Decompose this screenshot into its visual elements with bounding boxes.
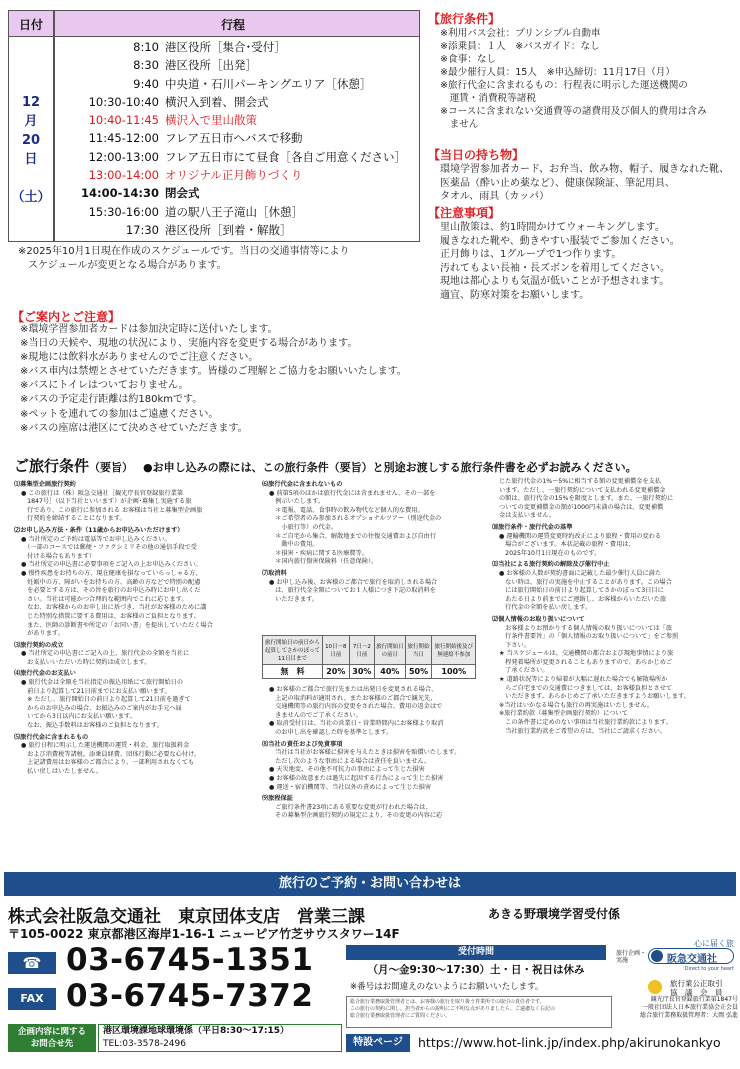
schedule-time: 9:40 <box>133 76 159 91</box>
fine-item: ＊電報、電話、食事時の飲み物代など個人的な費用。 <box>269 506 424 514</box>
fine-item: 下さい。 <box>499 641 530 649</box>
schedule-rows <box>55 38 419 239</box>
belongings-item: タオル、雨具（カッパ） <box>440 191 550 203</box>
manager-note-line: 総合旅行業務取扱管理者とは、お客様の旅行を取り扱う営業所での取引の責任者です。 <box>350 999 545 1005</box>
schedule-time: 8:30 <box>133 58 159 73</box>
fine-item: ● 旅行代金は全額を当社指定の振込用紙にて旅行開始日の <box>21 679 184 687</box>
fine-section-title: ⑿個人情報のお取り扱いについて <box>492 615 585 623</box>
cancel-fee: 20% <box>323 664 350 678</box>
schedule-note-line: スケジュールが変更となる場合があります。 <box>18 260 227 271</box>
schedule-desc: オリジナル正月飾りづくり <box>165 168 303 183</box>
schedule-time: 12:00-13:00 <box>88 149 159 164</box>
guidance-item: ※バスの座席は港区にて決めさせていただきます。 <box>20 422 248 434</box>
special-page-label: 特設ページ <box>346 1034 410 1052</box>
fine-item: ★ 当スケジュールは、交通機関の都合および現地事情により旅 <box>499 650 674 658</box>
schedule-note-line: ※2025年10月1日現在作成のスケジュールです。当日の交通事情等により <box>18 246 350 257</box>
company-name: 株式会社阪急交通社 東京団体支店 営業三課 <box>8 907 365 927</box>
fine-item: じた旅行代金の1%～5%に相当する額の変更補償金を支払 <box>499 478 661 485</box>
assoc-line: 旅行業公正取引 <box>670 979 723 988</box>
schedule-table <box>8 10 420 242</box>
fine-item: ただし次のような事由による場合は責任を負いません。 <box>269 757 431 765</box>
cautions-heading: 【注意事項】 <box>428 206 501 220</box>
fine-item: 付ける場合もあります） <box>21 552 96 560</box>
fine-item: ● お客様の人数が契約書面に記載した最少催行人員に満た <box>499 569 662 577</box>
fine-print-col2-bottom <box>262 686 484 821</box>
fine-item: ※旅行業約款（募集型企画旅行契約）について <box>499 710 628 718</box>
fine-item: いただきます。 <box>269 595 319 603</box>
manager-note <box>346 996 612 1028</box>
fine-section-title: ⑽旅行条件・旅行代金の基準 <box>492 523 573 531</box>
fine-item: ● 運輸機関の運賃変更時約改正により旅程・費用の変わる <box>499 532 662 540</box>
schedule-row <box>55 56 419 74</box>
fine-item: ● 慢性疾患をお持ちの方、現在健康を損なっていらっしゃる方、 <box>21 569 202 577</box>
fine-item: お支払いいただいた時に契約は成立します。 <box>21 658 151 666</box>
fine-item: ご旅行条件書23項にある重要な変更が行われた場合は、 <box>269 803 432 811</box>
fine-section-title: ⑸旅行代金に含まれるもの <box>14 733 89 741</box>
guidance-item: ※環境学習参加者カードは参加決定時に送付いたします。 <box>20 324 278 335</box>
conditions-notice: ●お申し込みの際には、この旅行条件（要旨）と別途お渡しする旅行条件書を必ずお読みください。 <box>143 461 637 474</box>
inquiry-label <box>8 1024 96 1052</box>
hankyu-logo <box>648 948 734 964</box>
schedule-row <box>55 75 419 93</box>
fine-item: 程発着場所が変更されることもありますので、あらかじめご <box>499 658 673 666</box>
fax-number: 03-6745-7372 <box>66 978 314 1014</box>
fine-item: なお、お客様からのお申し出に基づき、当社がお客様のために講 <box>21 604 207 612</box>
schedule-time: 10:40-11:45 <box>88 113 159 128</box>
logo-mark-icon <box>651 950 663 962</box>
fine-item: ● お客様の故意または過失に起因する行為によって生じた損害 <box>269 774 444 782</box>
fine-item: この条件書に定めのない事項は当社旅行業約款によります。 <box>499 719 672 727</box>
inquiry-label-line: 企画内容に関する <box>17 1027 86 1037</box>
schedule-desc: 港区役所［集合･受付］ <box>165 40 286 54</box>
fine-section-title: ⑹旅行代金に含まれないもの <box>262 481 343 488</box>
fine-item: 場合がございます。本状記載の旅程・費用は、 <box>499 541 635 549</box>
fine-item: を必要とする方は、その旨を旅行のお申込み時にお申し出くだ <box>21 587 201 595</box>
logo-sub: Direct to your heart <box>684 966 734 972</box>
belongings-item: 環境学習参加者カード、お弁当、飲み物、帽子、履きなれた靴、 <box>440 164 730 175</box>
cancel-fee: 40% <box>375 664 406 678</box>
cancel-fee: 無 料 <box>263 664 323 678</box>
fine-item: らご自宅までの交通費につきましては、お客様負担とさせて <box>499 684 673 692</box>
fine-item: ★ 道路状況等により帰着が大幅に遅れた場合でも解散場所か <box>499 676 668 684</box>
guidance-item: ※ペットを連れての参加はご遠慮ください。 <box>20 408 219 420</box>
fine-item: その募集型企画旅行契約の規定により、その変更の内容に応 <box>269 812 443 820</box>
fine-item: （一部のコースでは郵便・ファクシミリその他の通信手段で受 <box>21 544 197 552</box>
fine-item: さい。当社は可能かつ合理的な範囲内でこれに応じます。 <box>21 595 188 603</box>
travel-condition-item: 運賃・消費税等諸税 <box>440 93 536 104</box>
schedule-desc: フレア五日市へバスで移動 <box>165 131 303 146</box>
cancellation-table-values <box>263 664 476 678</box>
fine-section-title: ⑷旅行代金のお支払い <box>14 670 76 678</box>
assoc-line: 協 議 会 員 <box>670 988 723 997</box>
fine-item: 行代金の全額を払い戻します。 <box>499 604 592 612</box>
guidance-item: ※バスの予定走行距離は約180kmです。 <box>20 394 203 406</box>
logo-planner: 旅行企画・実施 <box>616 950 647 964</box>
fine-item: ＊損害・疾病に関する医療費等。 <box>269 549 368 557</box>
fine-item: ついての変更補償金の額が1000円未満の場合は、変更補償 <box>499 503 664 511</box>
fine-item: 例示いたします。 <box>269 498 325 506</box>
registration-info <box>616 996 738 1020</box>
fine-section-title: ⑺取消料 <box>262 569 287 577</box>
travel-condition-item: ※旅行代金に含まれるもの：行程表に明示した運送機関の <box>440 80 688 91</box>
schedule-time: 17:30 <box>125 222 159 237</box>
registration-line: 一般社団法人日本旅行業協会正会員 <box>641 1004 738 1011</box>
fine-section-title: ⑼旅程保証 <box>262 795 293 803</box>
travel-conditions-list <box>428 27 738 131</box>
manager-note-line: 総合旅行業務取扱管理者にご質問ください。 <box>350 1013 451 1020</box>
fine-item: の額は、旅行代金の15%を限度とします。また、一旅行契約に <box>499 495 674 503</box>
fine-item: ● 当社所定の申込書に必要事項をご記入の上お申込みください。 <box>21 561 202 569</box>
fine-item: ● 取消受付日は、当社の営業日・営業時間内にお客様より取消 <box>269 720 444 728</box>
fine-item: ない時は、旅行の実施を中止することがあります。この場合 <box>499 578 672 586</box>
fine-section-title: ⑵お申し込み方法・条件（11歳からお申込みいただけます） <box>14 526 184 534</box>
fine-item: また、医師の診断書や所定の「お同い書」を提出していただく場合 <box>21 621 213 629</box>
cancel-fee: 30% <box>349 664 374 678</box>
fine-item: 金は支払いません。 <box>499 512 556 520</box>
fine-item: 前日より起算して21日前までにお支払い願います。 <box>21 687 171 695</box>
fine-item: ● 旅行日程に明示した運送機関の運賃・料金、旅行取扱料金 <box>21 742 190 750</box>
caution-item: 汚れてもよい長袖・長ズボンを着用してください。 <box>440 262 670 274</box>
guidance-list <box>20 323 407 436</box>
schedule-row <box>55 203 419 221</box>
fine-item: ● この旅行は（株）阪急交通社［観光庁長官登録旅行業第 <box>21 489 184 497</box>
date-part: 日 <box>24 152 38 167</box>
fine-item: 行条件書要旨」の「個人情報のお取り扱いについて」をご参照 <box>499 633 679 641</box>
fine-item: ● 運送・宿泊機関等、当社以外の責めによって生じた損害 <box>269 783 432 791</box>
schedule-time: 8:10 <box>133 40 159 54</box>
fine-section-title: ⑴募集型企画旅行契約 <box>14 481 76 488</box>
fine-item: 当社は当社がお客様に損害を与えたときは損害を賠償いたします。 <box>269 749 461 757</box>
assoc-text <box>670 979 723 997</box>
inquiry-contact <box>98 1024 342 1052</box>
date-part: 12 <box>21 95 41 110</box>
fine-item: なお、振込手数料はお客様のご負担となります。 <box>21 722 163 730</box>
schedule-row <box>55 184 419 202</box>
schedule-note <box>18 245 350 273</box>
fine-item: 上記の取消料が適用され、またお客様のご都合で観光先、 <box>269 694 437 702</box>
travel-conditions <box>428 10 738 131</box>
fine-item: 上記諸費用はお客様のご都合により、一部利用されなくても <box>21 759 195 767</box>
guidance-heading: 【ご案内とご注意】 <box>12 310 121 324</box>
fine-item: からのお申込みの場合、お振込みのご案内がお手元へ届 <box>21 704 182 712</box>
fine-item: 行であり、この旅行に参加される お客様は当社と募集型企画旅 <box>21 506 203 514</box>
fine-item: きませんのでご了承ください。 <box>269 711 362 719</box>
hours-heading: 受付時間 <box>346 945 606 960</box>
schedule-desc: 港区役所［出発］ <box>165 58 257 73</box>
fax-label: FAX <box>8 988 56 1010</box>
manager-note-line: この旅行の契約に関し、担当者からの説明にご不明な点がありましたら、ご遠慮なく右記の <box>350 1006 556 1013</box>
travel-condition-item: ません <box>440 119 479 130</box>
schedule-desc: 港区役所［到着・解散］ <box>165 222 292 237</box>
company-logo-area <box>616 938 738 1018</box>
cancel-period: 旅行開始日の前日 <box>375 636 406 665</box>
inquiry-label-line: お問合せ先 <box>30 1039 74 1049</box>
fine-item: あたる日より前までにご連絡し、お客様からいただいた旅 <box>499 595 667 603</box>
date-part: 20 <box>21 133 41 148</box>
schedule-row <box>55 38 419 56</box>
fine-item: は、旅行代金全額についてお１人様につき下記の取消料を <box>269 587 436 595</box>
schedule-row <box>55 93 419 111</box>
date-part: 月 <box>24 114 38 129</box>
fine-item: ● 当社所定のご予約は電話等でお申し込みください。 <box>21 535 171 543</box>
inquiry-tel[interactable]: TEL:03-3578-2496 <box>103 1038 186 1049</box>
travel-condition-item: ※添乗員：１人 ※バスガイド：なし <box>440 41 600 52</box>
date-part: （土） <box>11 190 51 205</box>
fine-item: ※当社はいかなる場合も旅行の再実施はいたしません。 <box>499 701 654 709</box>
schedule-row <box>55 111 419 129</box>
travel-condition-item: ※食事：なし <box>440 54 497 65</box>
cancel-period: 旅行開始当日 <box>405 636 432 665</box>
guidance-item: ※バスにトイレはついておりません。 <box>20 380 189 392</box>
schedule-row <box>55 166 419 184</box>
col-itinerary-header: 行程 <box>221 18 246 32</box>
cautions <box>428 204 738 303</box>
schedule-header <box>9 11 419 37</box>
belongings-heading: 【当日の持ち物】 <box>428 148 525 162</box>
caution-item: 適宜、防寒対策をお願いします。 <box>440 289 590 301</box>
caution-item: 正月飾りは、1グループで1つ作ります。 <box>440 249 622 261</box>
company-address: 〒105-0022 東京都港区海岸1-16-1 ニューピア竹芝サウスタワー14F <box>8 927 400 941</box>
fine-item: ＊国内旅行傷害保険料（任意保険）。 <box>269 558 378 566</box>
fine-section-title: ⑻当社の責任および免責事項 <box>262 740 343 748</box>
fine-print-col2-top <box>262 478 482 604</box>
fine-item: ● お客様のご都合で旅行先または出発日を変更される場合、 <box>269 686 438 693</box>
caution-item: 現地は都心よりも気温が低いことが予想されます。 <box>440 276 670 288</box>
fine-item: いてから3日以内にお支払い願います。 <box>21 713 136 721</box>
schedule-row <box>55 129 419 147</box>
schedule-time: 10:30-10:40 <box>88 94 159 109</box>
travel-condition-item: ※利用バス会社：プリンシプル自動車 <box>440 28 601 39</box>
schedule-desc: 横沢入で里山散策 <box>165 113 257 128</box>
fine-item: ● 前第5項のほかは旅行代金には含まれません。その一部を <box>269 489 436 497</box>
phone-number[interactable]: 03-6745-1351 <box>66 942 314 978</box>
fine-item: 払い戻しはいたしません。 <box>21 768 102 775</box>
cancel-fee: 100% <box>432 664 476 678</box>
fine-item: ● 当社所定の申込書にご記入の上、旅行代金の全額を当社に <box>21 650 190 658</box>
fine-item: があります。 <box>21 630 64 638</box>
fine-item: ＊ご自宅から集合、解散地までの往復交通費および自由行 <box>269 532 437 540</box>
cancel-period: 旅行開始日の前日から起算してさかのぼって11日目まで <box>263 636 323 665</box>
belongings <box>428 146 738 204</box>
fine-item: 小旅行等）の代金。 <box>269 523 338 531</box>
special-page-url[interactable]: https://www.hot-link.jp/index.php/akirunokankyo <box>418 1035 721 1050</box>
cancel-period: 旅行開始後及び無連絡不参加 <box>432 636 476 665</box>
phone-icon: ☎ <box>8 952 56 974</box>
fine-item: ● 天災地変、その他不可抗力の事由によって生じた損害 <box>269 766 425 774</box>
fine-print-col3 <box>492 478 736 736</box>
travel-condition-item: ※コースに含まれない交通費等の諸費用及び個人的費用は含み <box>440 106 707 117</box>
schedule-time: 14:00-14:30 <box>81 186 159 201</box>
schedule-row <box>55 148 419 166</box>
fine-item: お客様よりお預かりする個人情報の取り扱いについては「旅 <box>499 624 673 632</box>
cancel-period: 10日〜8日前 <box>323 636 350 665</box>
fine-item: 2025年10月1日現在のものです。 <box>499 549 601 557</box>
fine-item: のお申し出を確認した時を基準とします。 <box>269 728 393 736</box>
fine-item: 交通機関等の旅行内容の変更をされた場合、費用の返金はで <box>269 703 443 711</box>
fine-item: 妊娠中の方、障がいをお持ちの方、高齢の方などで特別の配慮 <box>21 578 201 586</box>
fine-item: 当社旅行業約款をご希望の方は、当社にご請求ください。 <box>499 727 667 735</box>
fine-item: および消費税等諸税。添乗員経費、団体行動に必要な心付け。 <box>21 750 201 758</box>
cancellation-table-header <box>263 636 476 665</box>
schedule-time: 15:30-16:00 <box>88 204 159 219</box>
schedule-desc: フレア五日市にて昼食［各自ご用意ください］ <box>165 149 407 164</box>
schedule-row <box>55 221 419 239</box>
travel-conditions-heading: 【旅行条件】 <box>428 12 501 26</box>
belongings-item: 医薬品（酔い止め薬など）、健康保険証、筆記用具、 <box>440 177 675 189</box>
fine-section-title: ⑶旅行契約の成立 <box>14 641 64 649</box>
travel-condition-item: ※最少催行人員：15人 ※申込締切：11月17日（月） <box>440 67 675 78</box>
fine-print-col1 <box>14 478 252 777</box>
logo-name: 阪急交通社 <box>667 954 717 965</box>
business-hours: （月〜金9:30〜17:30）土・日・祝日は休み <box>367 964 585 976</box>
reception-desk: あきる野環境学習受付係 <box>488 907 621 921</box>
guidance-item: ※現地には飲料水がありませんのでご注意ください。 <box>20 352 259 364</box>
fine-item: いただきます。あらかじめご了承いただきますようお願いします。 <box>499 693 690 701</box>
col-date-header: 日付 <box>19 18 44 32</box>
schedule-time: 11:45-12:00 <box>88 131 159 146</box>
fine-section-title: ⑾当社による旅行契約の解除及び催行中止 <box>492 561 610 569</box>
fine-item: には旅行開始日の前日より起算してさかのぼって3日目に <box>499 587 664 595</box>
guidance-item: ※バス車内は禁煙とさせていただきます。皆様のご理解とご協力をお願いいたします。 <box>20 366 407 378</box>
fine-item: ● お申し込み後、お客様のご都合で旅行を取消しされる場合 <box>269 578 438 586</box>
assoc-badge-icon <box>648 980 662 994</box>
caution-item: 履きなれた靴や、動きやすい服装でご参加ください。 <box>440 235 680 247</box>
schedule-desc: 中央道・石川パーキングエリア［休憩］ <box>165 76 372 91</box>
schedule-desc: 道の駅八王子滝山［休憩］ <box>165 204 303 219</box>
caution-item: 里山散策は、約1時間かけてウォーキングします。 <box>440 222 665 233</box>
cancel-period: 7日〜2日前 <box>349 636 374 665</box>
hours-note: ※番号はお間違えのないようにお願いいたします。 <box>350 982 544 992</box>
inquiry-dept: 港区環境課地球環境係（平日8:30〜17:15） <box>103 1026 290 1036</box>
cancellation-table <box>262 635 476 679</box>
logo-tagline: 心に届く旅 <box>694 939 734 948</box>
contact-band: 旅行のご予約・お問い合わせは <box>4 872 736 896</box>
cautions-list <box>428 221 738 303</box>
fine-item: 1847号］（以下当社といいます）が企画･募集し実施する旅 <box>21 498 192 506</box>
schedule-desc: 閉会式 <box>165 186 200 201</box>
registration-line: 総合旅行業務取扱管理者：大岡 弘進 <box>640 1012 738 1019</box>
fine-item: 行契約を締結することになります。 <box>21 515 126 523</box>
fine-item: ※ ただし、旅行開始日の前日より起算して21日前を過ぎて <box>21 696 191 704</box>
date-part <box>9 169 53 188</box>
fine-item: 了承ください。 <box>499 667 549 675</box>
conditions-title: ご旅行条件 <box>14 457 90 475</box>
conditions-header <box>14 455 637 476</box>
belongings-list <box>428 163 738 204</box>
schedule-time: 13:00-14:00 <box>88 168 159 183</box>
fine-item: じた特別な措置に要する費用は、お客様のご負担となります。 <box>21 612 200 620</box>
fine-item: います。ただし、一旅行契約について支払われる変更補償金 <box>499 486 666 494</box>
fine-item: ＊ご希望者のみ参加されるオプショナルツアー（別途代金の <box>269 515 442 523</box>
cancel-fee: 50% <box>405 664 432 678</box>
conditions-sub: （要旨） <box>89 461 134 474</box>
guidance-item: ※当日の天候や、現地の状況により、実施内容を変更する場合があります。 <box>20 338 358 350</box>
schedule-date <box>9 37 53 241</box>
registration-line: 観光庁長官登録旅行業第1847号 <box>650 996 738 1003</box>
fine-item: 動中の費用。 <box>269 541 319 549</box>
schedule-desc: 横沢入到着、開会式 <box>165 94 269 109</box>
